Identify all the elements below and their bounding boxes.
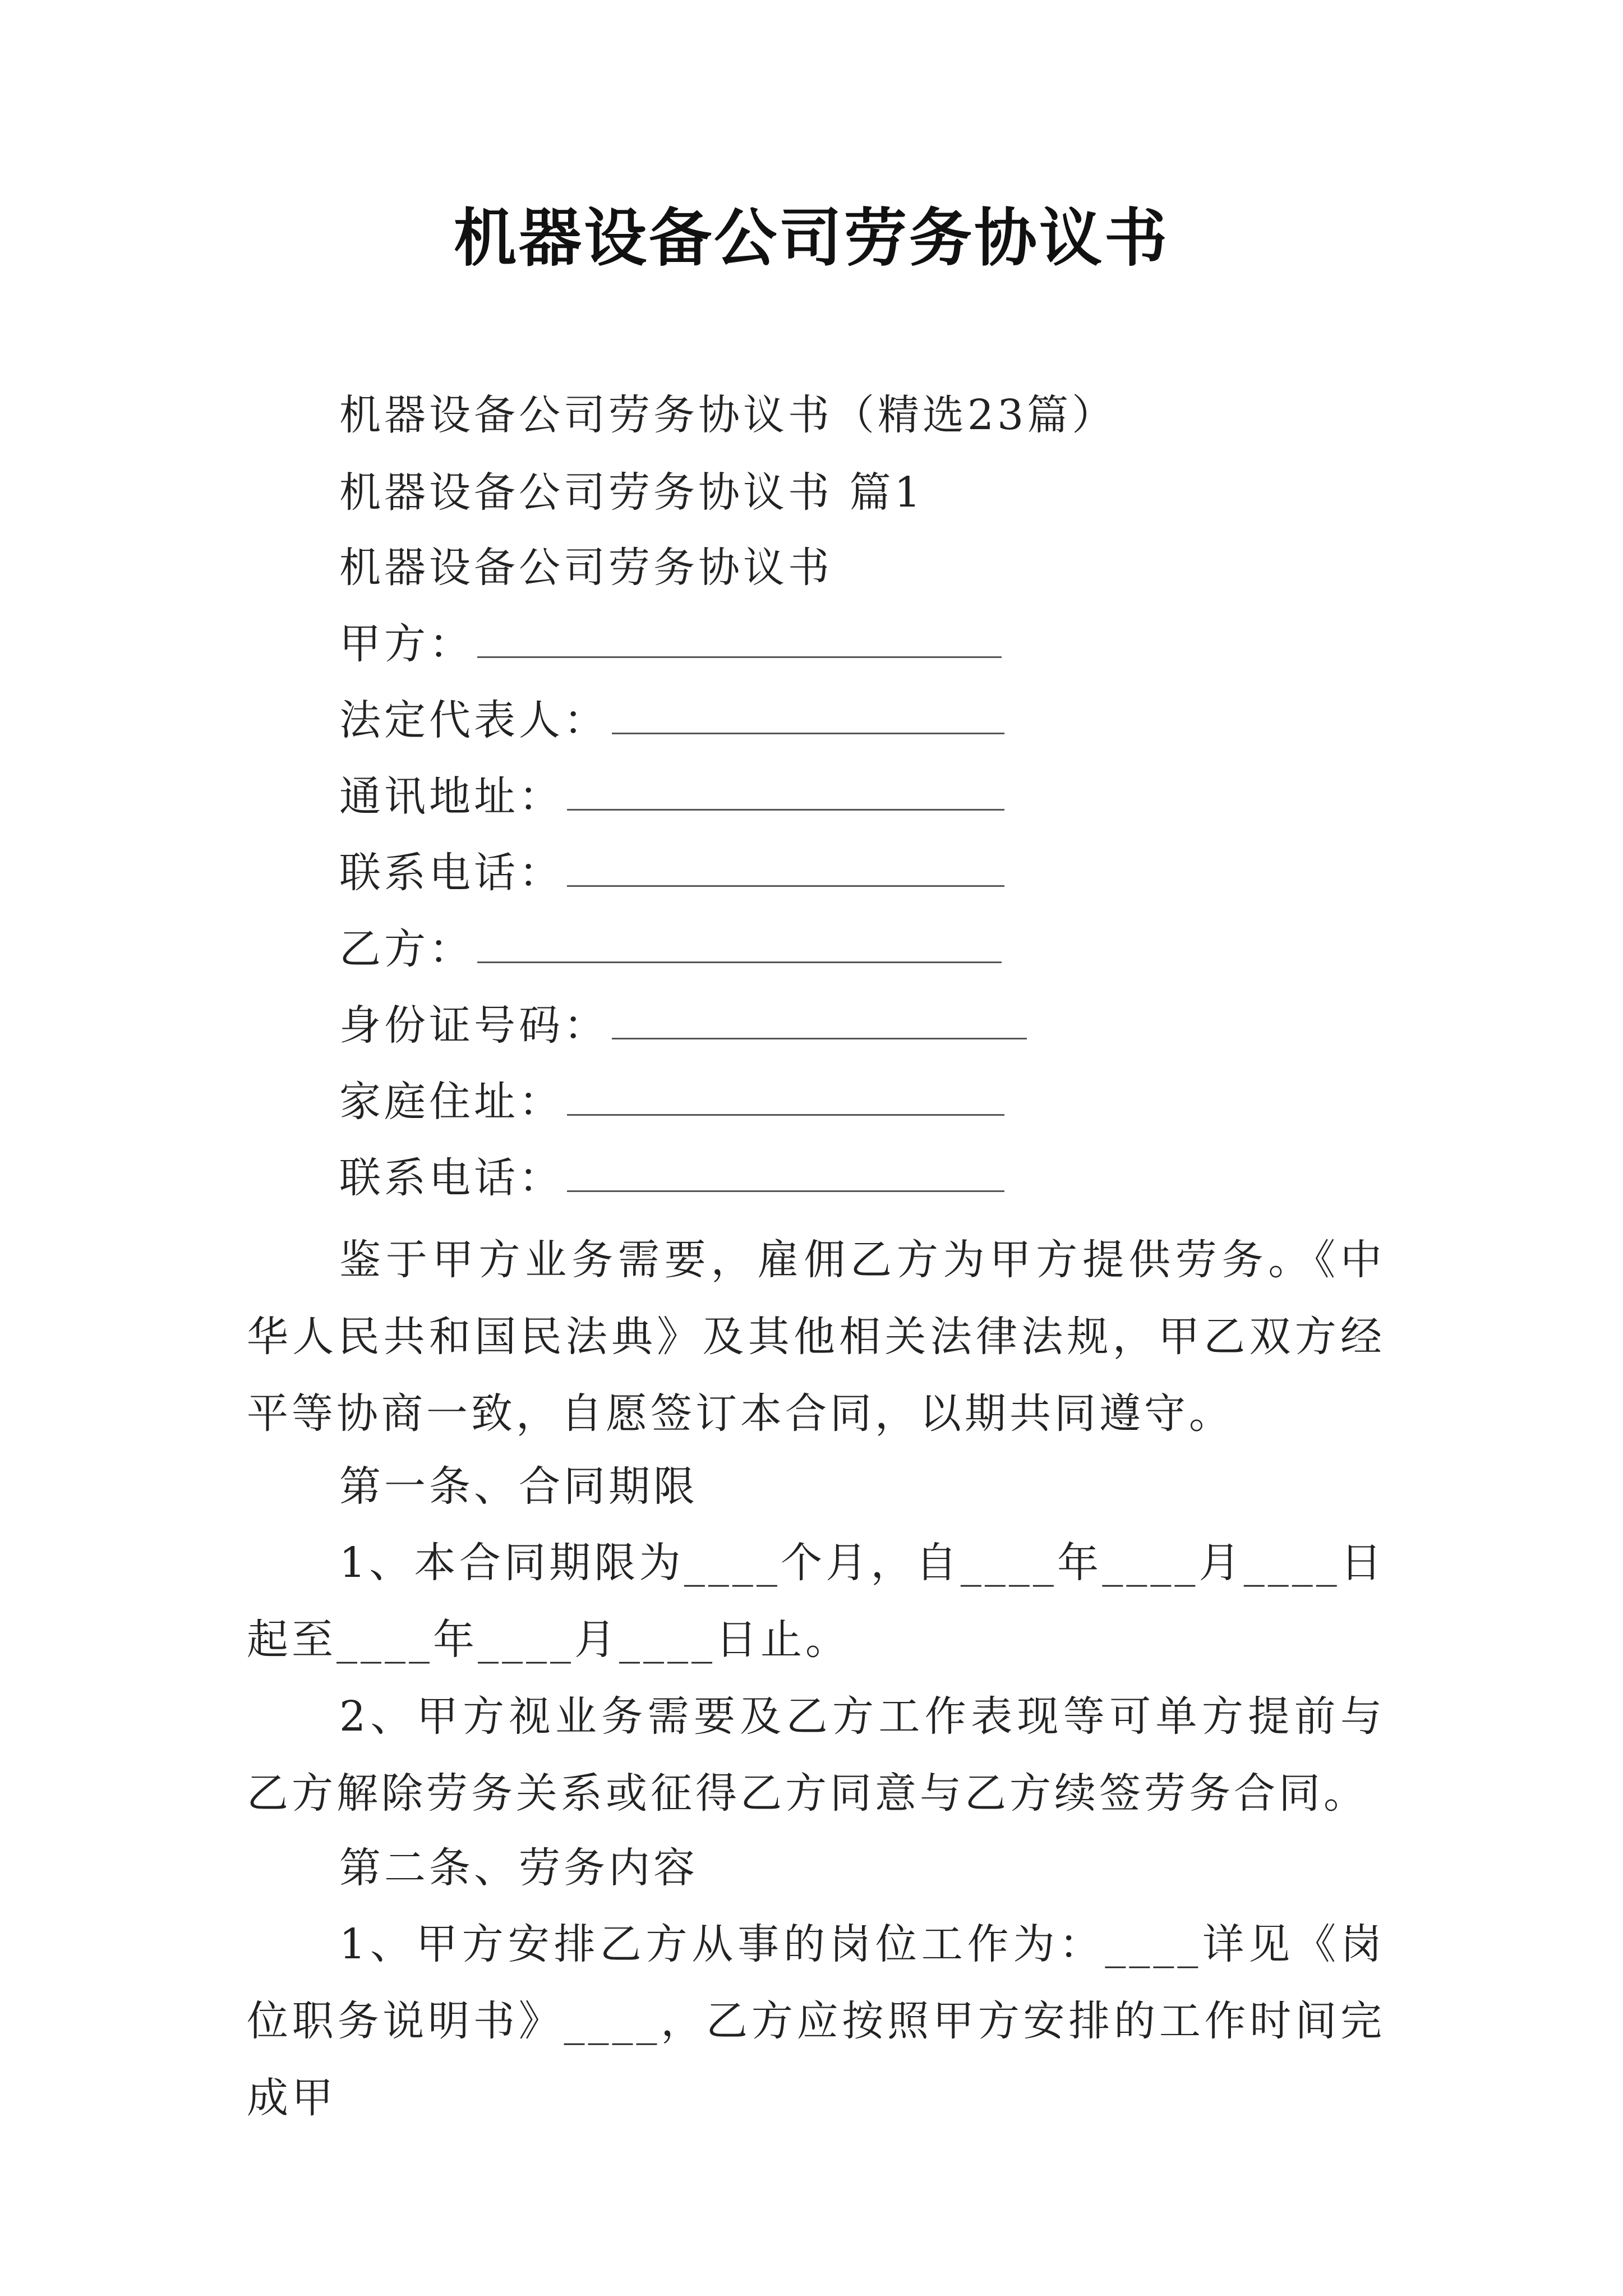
- party-a-field: [339, 616, 1478, 672]
- field-label: 甲方：: [339, 620, 474, 668]
- document-title: 机器设备公司劳务协议书: [454, 201, 1169, 275]
- mailing-address-field: [339, 769, 1478, 825]
- field-label: 联系电话：: [339, 1154, 564, 1202]
- blank-line: [567, 770, 1004, 811]
- blank-line: [567, 1075, 1004, 1116]
- field-label: 联系电话：: [339, 849, 564, 897]
- legal-representative-field: [339, 692, 1478, 748]
- blank-line: [612, 693, 1004, 734]
- blank-line: [477, 617, 1002, 658]
- article-1-item-2: 2、甲方视业务需要及乙方工作表现等可单方提前与乙方解除劳务关系或征得乙方同意与乙方续签劳务合同。: [247, 1692, 1385, 1818]
- field-label: 乙方：: [339, 925, 474, 973]
- party-a-phone-field: [339, 845, 1478, 901]
- party-b-phone-field: [339, 1150, 1478, 1206]
- home-address-field: [339, 1074, 1478, 1130]
- blank-line: [567, 1151, 1004, 1192]
- agreement-heading: 机器设备公司劳务协议书: [339, 544, 833, 592]
- field-label: 通讯地址：: [339, 772, 564, 821]
- intro-paragraph: 鉴于甲方业务需要，雇佣乙方为甲方提供劳务。《中华人民共和国民法典》及其他相关法律法规，甲乙双方经平等协商一致，自愿签订本合同，以期共同遵守。: [247, 1236, 1385, 1438]
- field-label: 身份证号码：: [339, 1001, 608, 1050]
- blank-line: [477, 922, 1002, 963]
- party-b-field: [339, 921, 1478, 977]
- article-2-title: 第二条、劳务内容: [339, 1844, 698, 1892]
- chapter-heading: 机器设备公司劳务协议书 篇1: [339, 468, 924, 517]
- blank-line: [612, 999, 1027, 1039]
- blank-line: [567, 846, 1004, 887]
- id-number-field: [339, 997, 1478, 1053]
- field-label: 家庭住址：: [339, 1078, 564, 1126]
- article-1-title: 第一条、合同期限: [339, 1462, 698, 1511]
- field-label: 法定代表人：: [339, 696, 608, 744]
- article-1-item-1: 1、本合同期限为____个月，自____年____月____日起至____年____月____日止。: [247, 1539, 1385, 1664]
- article-2-item-1: 1、甲方安排乙方从事的岗位工作为：____详见《岗位职务说明书》____，乙方应按照甲方安排的工作时间完成甲: [247, 1920, 1385, 2122]
- document-subtitle: 机器设备公司劳务协议书（精选23篇）: [339, 391, 1117, 439]
